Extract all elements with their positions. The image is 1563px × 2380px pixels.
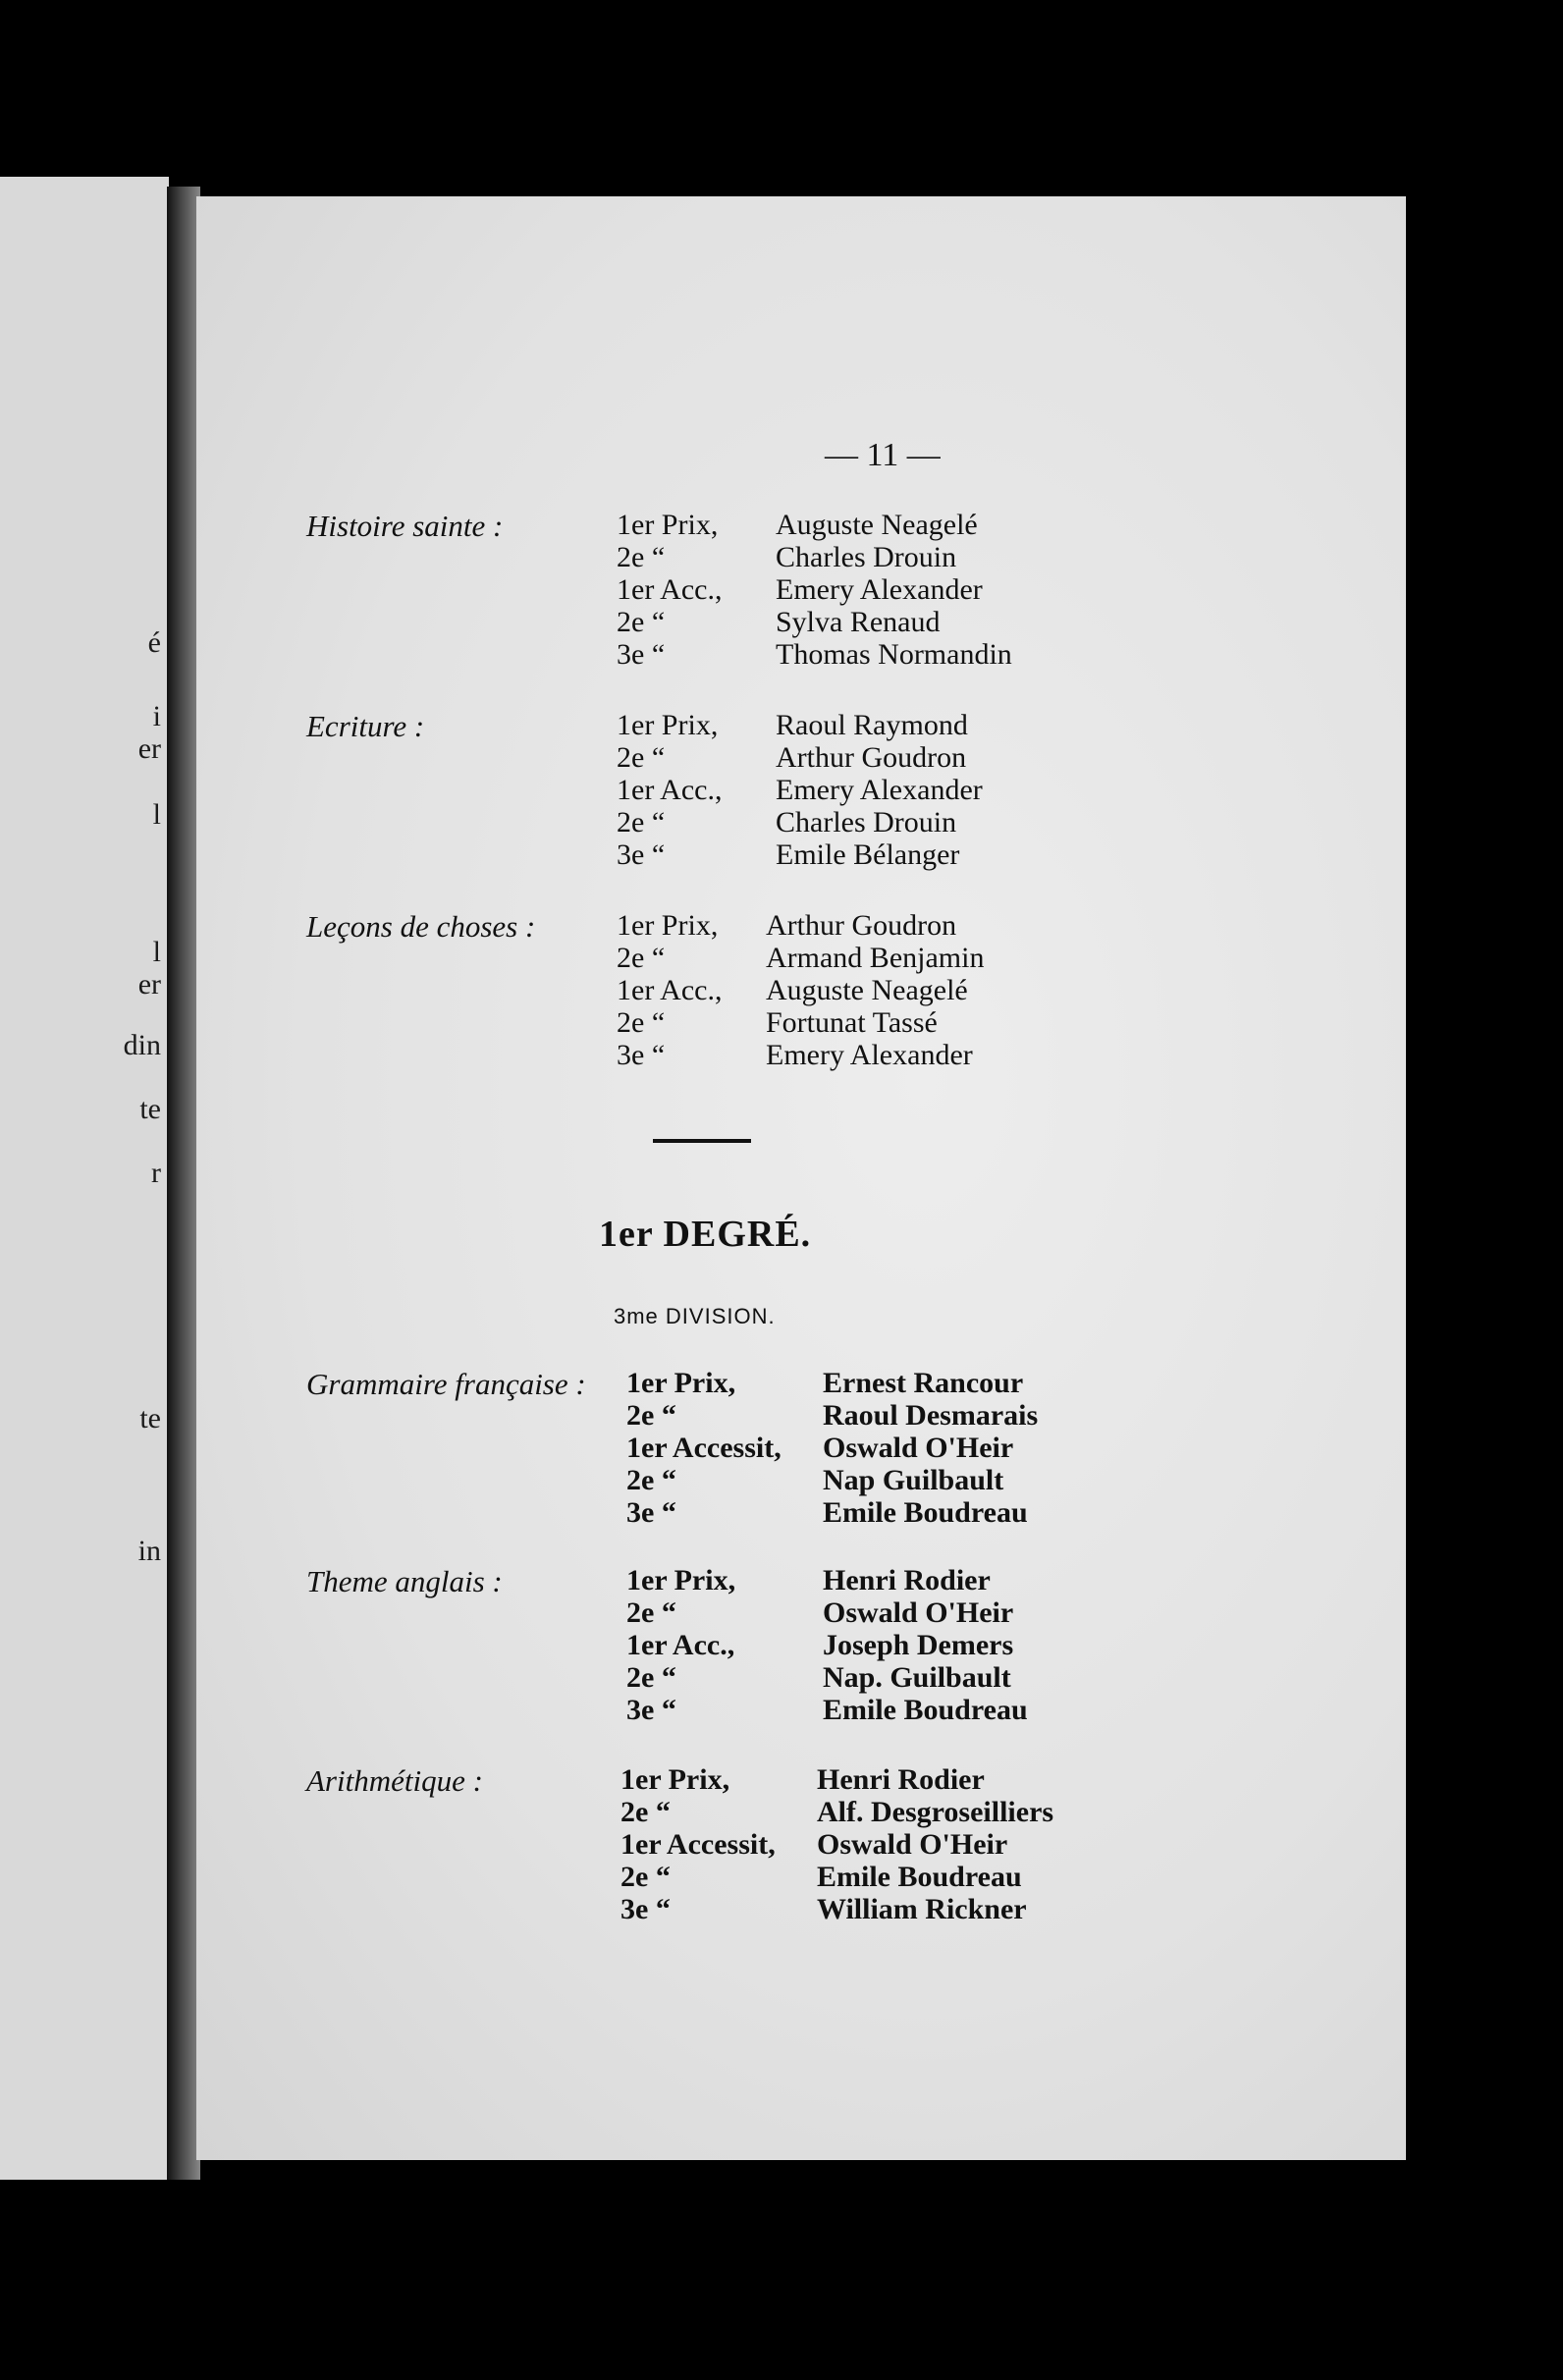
prize-rank: 2e “ bbox=[617, 806, 666, 838]
division-heading: 3me DIVISION. bbox=[614, 1304, 776, 1328]
document-page bbox=[196, 196, 1406, 2160]
student-name: Arthur Goudron bbox=[766, 909, 957, 942]
student-name: Oswald O'Heir bbox=[823, 1432, 1014, 1464]
student-name: Raoul Raymond bbox=[776, 709, 968, 741]
subject-label: Theme anglais : bbox=[306, 1564, 503, 1598]
prize-rank: 2e “ bbox=[626, 1661, 676, 1694]
student-name: Emery Alexander bbox=[776, 774, 983, 806]
student-name: Oswald O'Heir bbox=[823, 1596, 1014, 1629]
fragment-text: i bbox=[152, 700, 161, 732]
prize-rank: 2e “ bbox=[617, 606, 666, 638]
fragment-text: r bbox=[151, 1157, 161, 1189]
prize-rank: 2e “ bbox=[620, 1861, 671, 1893]
subject-label: Histoire sainte : bbox=[306, 509, 504, 543]
prize-rank: 1er Prix, bbox=[626, 1564, 736, 1596]
prize-rank: 1er Acc., bbox=[617, 573, 723, 606]
student-name: Alf. Desgroseilliers bbox=[817, 1796, 1054, 1828]
prize-rank: 2e “ bbox=[617, 741, 666, 774]
fragment-text: te bbox=[139, 1402, 161, 1434]
student-name: Auguste Neagelé bbox=[776, 509, 978, 541]
student-name: Ernest Rancour bbox=[823, 1367, 1024, 1399]
student-name: Armand Benjamin bbox=[766, 942, 985, 974]
prize-rank: 1er Prix, bbox=[617, 509, 719, 541]
prize-rank: 3e “ bbox=[620, 1893, 671, 1925]
fragment-text: l bbox=[152, 936, 161, 968]
section-divider bbox=[653, 1139, 751, 1143]
student-name: Thomas Normandin bbox=[776, 638, 1012, 671]
student-name: Emery Alexander bbox=[766, 1039, 973, 1071]
prize-rank: 1er Acc., bbox=[617, 774, 723, 806]
student-name: Nap Guilbault bbox=[823, 1464, 1004, 1496]
student-name: Raoul Desmarais bbox=[823, 1399, 1039, 1432]
previous-page-fragment bbox=[0, 177, 169, 2180]
prize-rank: 1er Prix, bbox=[617, 709, 719, 741]
student-name: Auguste Neagelé bbox=[766, 974, 968, 1006]
fragment-text: er bbox=[137, 968, 161, 1001]
student-name: Henri Rodier bbox=[817, 1763, 985, 1796]
fragment-text: te bbox=[139, 1093, 161, 1125]
prize-rank: 2e “ bbox=[626, 1399, 676, 1432]
student-name: Emile Boudreau bbox=[823, 1694, 1028, 1726]
student-name: Charles Drouin bbox=[776, 806, 957, 838]
prize-rank: 3e “ bbox=[617, 838, 666, 871]
prize-rank: 1er Acc., bbox=[617, 974, 723, 1006]
fragment-text: é bbox=[147, 626, 161, 659]
student-name: Joseph Demers bbox=[823, 1629, 1014, 1661]
scan-border bbox=[1406, 196, 1563, 2160]
subject-label: Ecriture : bbox=[306, 709, 425, 743]
prize-rank: 1er Prix, bbox=[626, 1367, 736, 1399]
student-name: Fortunat Tassé bbox=[766, 1006, 938, 1039]
prize-rank: 1er Accessit, bbox=[620, 1828, 776, 1861]
prize-rank: 1er Acc., bbox=[626, 1629, 735, 1661]
fragment-text: in bbox=[137, 1535, 161, 1567]
prize-rank: 2e “ bbox=[620, 1796, 671, 1828]
student-name: Emery Alexander bbox=[776, 573, 983, 606]
book-spine bbox=[167, 187, 200, 2180]
degree-heading: 1er DEGRÉ. bbox=[599, 1214, 812, 1255]
prize-rank: 1er Prix, bbox=[617, 909, 719, 942]
subject-label: Leçons de choses : bbox=[306, 909, 536, 944]
student-name: Emile Boudreau bbox=[823, 1496, 1028, 1529]
subject-label: Arithmétique : bbox=[306, 1763, 483, 1798]
prize-rank: 2e “ bbox=[626, 1464, 676, 1496]
prize-rank: 3e “ bbox=[617, 638, 666, 671]
student-name: Nap. Guilbault bbox=[823, 1661, 1011, 1694]
student-name: Henri Rodier bbox=[823, 1564, 991, 1596]
prize-rank: 1er Accessit, bbox=[626, 1432, 782, 1464]
prize-rank: 3e “ bbox=[617, 1039, 666, 1071]
student-name: Sylva Renaud bbox=[776, 606, 941, 638]
prize-rank: 2e “ bbox=[626, 1596, 676, 1629]
fragment-text: er bbox=[137, 732, 161, 765]
prize-rank: 2e “ bbox=[617, 942, 666, 974]
prize-rank: 2e “ bbox=[617, 541, 666, 573]
page-number: — 11 — bbox=[825, 437, 941, 473]
student-name: Oswald O'Heir bbox=[817, 1828, 1008, 1861]
fragment-text: l bbox=[152, 798, 161, 831]
prize-rank: 2e “ bbox=[617, 1006, 666, 1039]
subject-label: Grammaire française : bbox=[306, 1367, 586, 1401]
student-name: Arthur Goudron bbox=[776, 741, 967, 774]
student-name: William Rickner bbox=[817, 1893, 1027, 1925]
fragment-text: din bbox=[123, 1029, 161, 1061]
student-name: Emile Boudreau bbox=[817, 1861, 1022, 1893]
student-name: Emile Bélanger bbox=[776, 838, 960, 871]
prize-rank: 3e “ bbox=[626, 1694, 676, 1726]
prize-rank: 1er Prix, bbox=[620, 1763, 730, 1796]
prize-rank: 3e “ bbox=[626, 1496, 676, 1529]
student-name: Charles Drouin bbox=[776, 541, 957, 573]
